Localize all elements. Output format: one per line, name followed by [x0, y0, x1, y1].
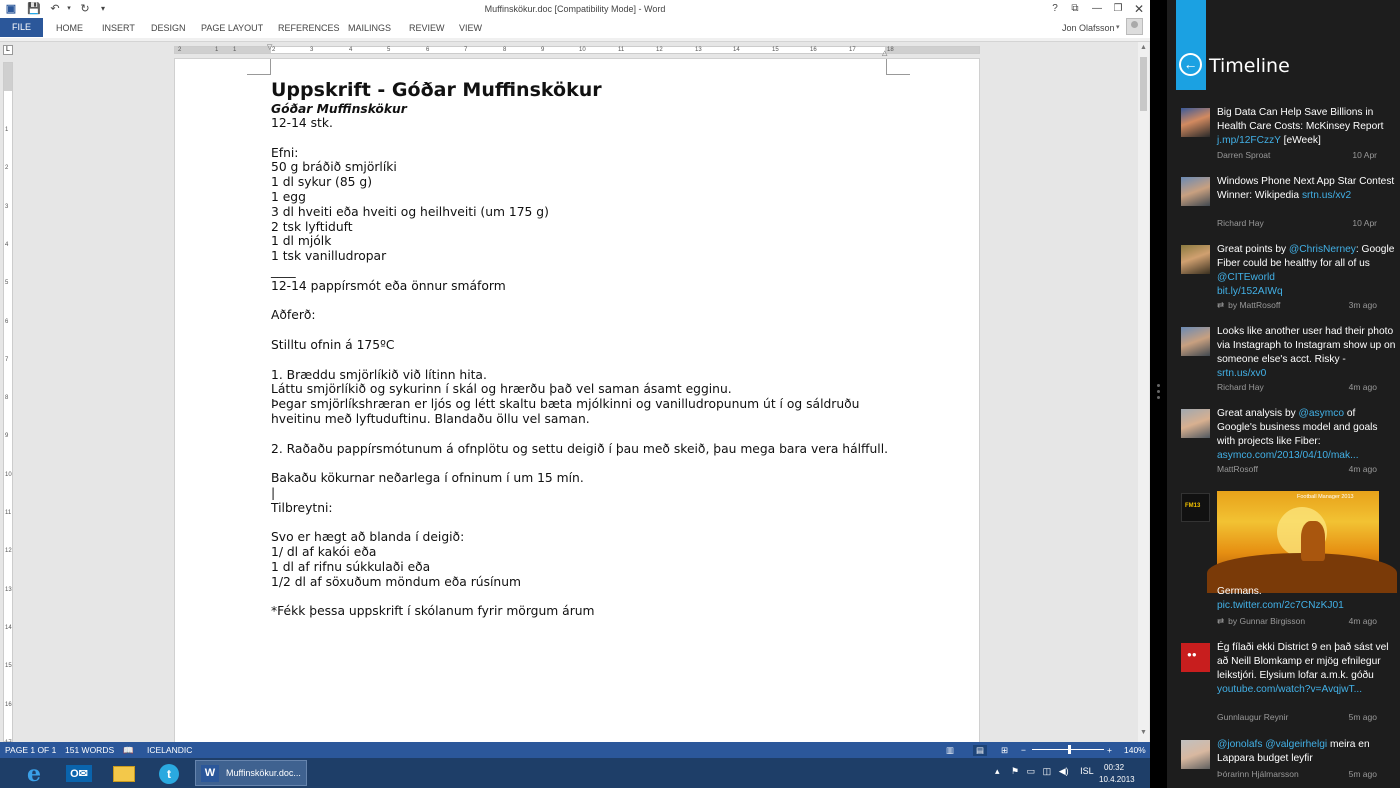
save-icon[interactable]: 💾 [27, 3, 41, 15]
tweet-author[interactable]: by MattRosoff [1228, 300, 1281, 310]
tweet-text [1217, 585, 1397, 613]
document-paragraph: | [271, 485, 276, 500]
tweet-time: 10 Apr [1352, 150, 1377, 160]
tweet-link[interactable]: asymco.com/2013/04/10/mak... [1217, 450, 1359, 461]
tweet-link[interactable]: bit.ly/152AIWq [1217, 286, 1283, 297]
document-paragraph [271, 590, 891, 605]
read-mode-icon[interactable]: ▥ [946, 745, 955, 755]
tweet-link[interactable]: youtube.com/watch?v=AvqjwT... [1217, 684, 1363, 695]
ruler-number: 1 [215, 47, 219, 53]
zoom-level[interactable]: 140% [1124, 745, 1146, 755]
document-paragraph: *Fékk þessa uppskrift í skólanum fyrir mörgum árum [271, 604, 595, 619]
document-paragraph: ____ [271, 263, 296, 278]
tweet-text [1217, 407, 1397, 463]
ruler-number: 2 [272, 47, 276, 53]
ruler-number: 9 [541, 47, 545, 53]
ruler-number: 2 [5, 165, 9, 172]
document-paragraph [271, 516, 891, 531]
page-count[interactable]: PAGE 1 OF 1 [5, 745, 57, 755]
tab-page-layout[interactable]: PAGE LAYOUT [201, 23, 264, 33]
tab-insert[interactable]: INSERT [102, 23, 135, 33]
tweet-time: 3m ago [1348, 300, 1377, 310]
crop-mark [886, 59, 910, 75]
ruler-number: 17 [849, 47, 856, 53]
timeline-pane [1167, 0, 1400, 788]
document-paragraph: 1 tsk vanilludropar [271, 249, 387, 264]
word-taskbar-button[interactable] [195, 760, 307, 786]
avatar[interactable] [1181, 740, 1210, 769]
input-language[interactable]: ISL [1080, 766, 1094, 776]
tweet-body: Great analysis by [1217, 408, 1299, 419]
tweet-body: Germans. [1217, 586, 1262, 597]
tweet-time: 10 Apr [1352, 218, 1377, 228]
volume-icon[interactable]: ◀) [1058, 766, 1069, 776]
ruler-number: 8 [503, 47, 507, 53]
tweet-body: Looks like another user had their photo via Instagraph to Instagram show up on someone else's acct. Risky - [1217, 326, 1396, 365]
tweet-text [1217, 325, 1397, 381]
retweet-icon: ⇄ [1217, 300, 1225, 310]
avatar[interactable] [1181, 108, 1210, 137]
tweet-meta [1217, 769, 1397, 779]
minimize-button[interactable]: — [1092, 3, 1102, 14]
avatar[interactable] [1181, 245, 1210, 274]
print-layout-icon[interactable]: ▤ [973, 745, 987, 756]
ruler-number: 10 [579, 47, 586, 53]
tweet-time: 4m ago [1348, 464, 1377, 474]
image-caption: Football Manager 2013 [1297, 494, 1354, 500]
tweet-meta [1217, 382, 1397, 392]
document-paragraph: Efni: [271, 145, 299, 160]
document-paragraph: Stilltu ofnin á 175ºC [271, 337, 395, 352]
tab-file[interactable]: FILE [0, 18, 43, 37]
clock-date[interactable]: 10.4.2013 [1099, 775, 1135, 784]
document-paragraph [271, 353, 891, 368]
ruler-number: 7 [464, 47, 468, 53]
word-count[interactable]: 151 WORDS [65, 745, 115, 755]
back-arrow-icon[interactable]: ← [1179, 53, 1202, 76]
ruler-right-margin [885, 47, 979, 53]
avatar[interactable]: FM13 [1181, 493, 1210, 522]
ruler-number: 18 [887, 47, 894, 53]
document-paragraph: 12-14 stk. [271, 116, 333, 130]
ruler-number: 14 [5, 624, 12, 631]
ruler-number: 13 [695, 47, 702, 53]
vertical-scrollbar[interactable] [1138, 42, 1149, 742]
avatar[interactable] [1181, 177, 1210, 206]
document-paragraph: 1. Bræddu smjörlíkið við lítinn hita. [271, 367, 487, 382]
document-paragraph: 2. Raðaðu pappírsmótunum á ofnplötu og settu deigið í þau með skeið, þau mega bara vera hálffull. [271, 441, 889, 456]
scroll-down-icon[interactable]: ▼ [1140, 729, 1147, 736]
tweet-link[interactable]: j.mp/12FCzzY [1217, 135, 1281, 146]
tweet-body-tail: of Google's business model and goals with projects like Fiber: [1217, 408, 1378, 447]
document-paragraph [271, 427, 891, 442]
tweet-author[interactable]: Richard Hay [1217, 218, 1264, 228]
document-paragraph: 1 dl sykur (85 g) [271, 175, 373, 190]
show-hidden-icons-icon[interactable]: ▴ [995, 766, 1000, 776]
title-bar [0, 0, 1150, 18]
document-subheading: Góðar Muffinskökur [271, 102, 407, 116]
document-body[interactable] [271, 78, 891, 619]
document-paragraph [271, 131, 891, 146]
zoom-in-button[interactable]: + [1107, 745, 1112, 755]
tweet-text [1217, 738, 1397, 766]
tweet-meta [1217, 150, 1397, 160]
ruler-number: 11 [5, 510, 12, 516]
avatar[interactable] [1126, 18, 1143, 35]
ruler-top-margin [4, 63, 12, 91]
document-paragraph: 1 dl mjólk [271, 234, 332, 249]
splitter-grip-icon[interactable] [1157, 384, 1160, 404]
ruler-number: 9 [5, 433, 9, 440]
document-paragraph: Tilbreytni: [271, 500, 333, 515]
ruler-number: 15 [5, 663, 12, 670]
ruler-number: 1 [5, 127, 9, 133]
system-tray [995, 766, 1094, 777]
document-paragraph: Svo er hægt að blanda í deigið: [271, 530, 465, 545]
avatar[interactable] [1181, 409, 1210, 438]
tab-selector[interactable]: L [3, 45, 13, 55]
ruler-number: 6 [5, 318, 9, 325]
tweet-body: Windows Phone Next App Star Contest Winner: Wikipedia [1217, 176, 1395, 201]
tweet-time: 4m ago [1348, 616, 1377, 626]
tweet-author[interactable]: by Gunnar Birgisson [1228, 616, 1306, 626]
timeline-title: Timeline [1209, 55, 1290, 77]
tweet-author[interactable]: MattRosoff [1217, 464, 1258, 474]
tweet-author[interactable]: Gunnlaugur Reynir [1217, 712, 1289, 722]
tweet-meta [1217, 218, 1397, 228]
tab-design[interactable]: DESIGN [151, 23, 186, 33]
document-paragraph: 3 dl hveiti eða hveiti og heilhveiti (um 175 g) [271, 204, 549, 219]
tweet-mention[interactable]: @asymco [1298, 408, 1344, 419]
document-paragraph: 12-14 pappírsmót eða önnur smáform [271, 278, 506, 293]
tweet-body-tail: [eWeek] [1280, 135, 1321, 146]
tweet-body-tail: meira en Lappara budget leyfir [1217, 739, 1370, 764]
document-paragraph [271, 456, 891, 471]
status-bar [0, 742, 1150, 758]
ruler-number: 12 [5, 548, 12, 555]
ruler-number: 11 [618, 47, 625, 53]
document-paragraph: 1 egg [271, 189, 306, 204]
twitter-icon[interactable]: t [151, 761, 187, 786]
undo-icon[interactable]: ↶ [50, 3, 60, 15]
ruler-number: 2 [178, 47, 182, 53]
proofing-icon[interactable]: 📖 [123, 745, 134, 755]
first-line-indent-marker[interactable]: ▽ [267, 44, 273, 51]
document-paragraph: Þegar smjörlíkshræran er ljós og létt skaltu bæta mjólkinni og vanilludropunum út í og sáldruðu hveitinu með lyftuduftinu. Blandaðu öllu vel saman. [271, 397, 864, 426]
ruler-number: 16 [5, 701, 12, 708]
avatar[interactable] [1181, 327, 1210, 356]
tweet-meta [1217, 712, 1397, 722]
document-canvas [0, 42, 1150, 742]
ruler-number: 4 [5, 241, 9, 248]
help-button[interactable]: ? [1052, 3, 1058, 14]
web-layout-icon[interactable]: ⊞ [1001, 745, 1009, 755]
tweet-time: 4m ago [1348, 382, 1377, 392]
ruler-left-margin [175, 47, 271, 53]
ribbon-tabs [0, 18, 1150, 38]
document-paragraph: Aðferð: [271, 308, 316, 323]
tweet-mention[interactable]: @CITEworld [1217, 272, 1275, 283]
horizontal-ruler[interactable] [174, 44, 980, 57]
document-paragraph [271, 323, 891, 338]
windows-taskbar [0, 758, 1150, 788]
zoom-out-button[interactable]: − [1021, 745, 1026, 755]
customize-toolbar-icon[interactable]: ▾ [100, 4, 105, 13]
ruler-number: 4 [349, 47, 353, 53]
tab-mailings[interactable]: MAILINGS [348, 23, 392, 33]
tab-references[interactable]: REFERENCES [278, 23, 340, 33]
tweet-text [1217, 106, 1397, 148]
ruler-number: 5 [387, 47, 391, 53]
tweet-body: Ég fílaði ekki District 9 en það sást vel að Neill Blomkamp er mjög efnilegur leikstjóri. Elysium lofar a.m.k. góðu [1217, 642, 1389, 681]
ruler-number: 1 [233, 47, 237, 53]
zoom-slider-thumb[interactable] [1068, 745, 1071, 754]
tweet-link[interactable]: srtn.us/xv0 [1217, 368, 1267, 379]
tweet-link[interactable]: srtn.us/xv2 [1301, 190, 1352, 201]
document-paragraph: 2 tsk lyftiduft [271, 219, 353, 234]
ruler-number: 14 [733, 47, 740, 53]
tweet-image[interactable] [1217, 491, 1379, 579]
document-paragraph: 1/ dl af kakói eða [271, 545, 377, 560]
restore-button[interactable]: ❐ [1113, 3, 1123, 14]
tweet-meta [1217, 616, 1397, 627]
file-explorer-icon[interactable] [106, 761, 142, 786]
tweet-text [1217, 243, 1397, 299]
document-heading: Uppskrift - Góðar Muffinskökur [271, 79, 602, 101]
right-indent-marker[interactable]: △ [882, 50, 888, 57]
word-icon: W [201, 765, 219, 782]
tweet-text [1217, 175, 1397, 203]
ribbon-display-options-icon[interactable]: ⧉ [1071, 3, 1079, 14]
ruler-number: 15 [772, 47, 779, 53]
tweet-link[interactable]: pic.twitter.com/2c7CNzKJ01 [1217, 600, 1344, 611]
avatar[interactable]: ●● [1181, 643, 1210, 672]
display-icon[interactable]: ▭ [1026, 766, 1036, 776]
internet-explorer-icon[interactable]: e [27, 760, 41, 787]
crop-mark [247, 59, 271, 75]
word-app-icon: ▣ [5, 3, 17, 15]
document-paragraphs [271, 116, 891, 619]
word-taskbar-label: Muffinskökur.doc... [226, 768, 301, 778]
ruler-number: 7 [5, 356, 9, 363]
user-account-name[interactable]: Jon Olafsson [1062, 23, 1115, 33]
clock-time[interactable]: 00:32 [1104, 763, 1125, 772]
ruler-number: 3 [5, 203, 9, 210]
network-icon[interactable]: ◫ [1042, 766, 1052, 776]
accent-strip [1176, 0, 1206, 90]
close-button[interactable]: ✕ [1133, 2, 1145, 16]
tab-home[interactable]: HOME [56, 23, 83, 33]
ruler-number: 10 [5, 471, 12, 478]
tweet-author[interactable]: Richard Hay [1217, 382, 1264, 392]
tab-review[interactable]: REVIEW [409, 23, 445, 33]
tweet-body: Big Data Can Help Save Billions in Health Care Costs: McKinsey Report [1217, 107, 1384, 132]
tweet-author[interactable]: Þórarinn Hjálmarsson [1217, 769, 1299, 779]
undo-dropdown-icon[interactable]: ▾ [67, 5, 71, 12]
tweet-time: 5m ago [1348, 712, 1377, 722]
ruler-number: 5 [5, 280, 9, 287]
document-paragraph: 50 g bráðið smjörlíki [271, 160, 397, 175]
tweet-meta [1217, 300, 1397, 311]
document-page[interactable] [174, 58, 980, 748]
ruler-number: 13 [5, 586, 12, 593]
action-center-flag-icon[interactable]: ⚑ [1011, 766, 1020, 776]
window-title: Muffinskökur.doc [Compatibility Mode] - Word [484, 4, 666, 14]
ruler-number: 3 [310, 47, 314, 53]
account-dropdown-icon[interactable]: ▾ [1116, 24, 1120, 31]
image-lion [1301, 521, 1325, 561]
ruler-number: 12 [656, 47, 663, 53]
document-paragraph [271, 294, 891, 309]
ruler-number: 8 [5, 395, 9, 402]
document-paragraph: 1/2 dl af söxuðum möndum eða rúsínum [271, 574, 521, 589]
tweet-body-tail: : Google Fiber could be healthy for all of us [1217, 244, 1395, 269]
snap-splitter[interactable] [1150, 0, 1167, 788]
outlook-icon[interactable]: O✉ [61, 761, 97, 786]
retweet-icon: ⇄ [1217, 616, 1225, 626]
vertical-ruler[interactable] [3, 62, 13, 742]
scrollbar-thumb[interactable] [1140, 57, 1147, 111]
language-indicator[interactable]: ICELANDIC [147, 745, 193, 755]
tweet-body: Great points by [1217, 244, 1289, 255]
document-paragraph: Láttu smjörlíkið og sykurinn í skál og hrærðu það vel saman ásamt egginu. [271, 382, 732, 397]
ruler-number: 6 [426, 47, 430, 53]
tweet-time: 5m ago [1348, 769, 1377, 779]
scroll-up-icon[interactable]: ▲ [1140, 44, 1147, 51]
ruler-number: 16 [810, 47, 817, 53]
document-paragraph: 1 dl af rifnu súkkulaði eða [271, 559, 431, 574]
tweet-mention[interactable]: @ChrisNerney [1288, 244, 1356, 255]
tweet-meta [1217, 464, 1397, 474]
tab-view[interactable]: VIEW [459, 23, 483, 33]
tweet-author[interactable]: Darren Sproat [1217, 150, 1271, 160]
tweet-mention[interactable]: @jonolafs @valgeirhelgi [1217, 739, 1328, 750]
tweet-text [1217, 641, 1397, 697]
document-paragraph: Bakaðu kökurnar neðarlega í ofninum í um 15 mín. [271, 471, 584, 486]
redo-icon[interactable]: ↻ [80, 3, 90, 15]
